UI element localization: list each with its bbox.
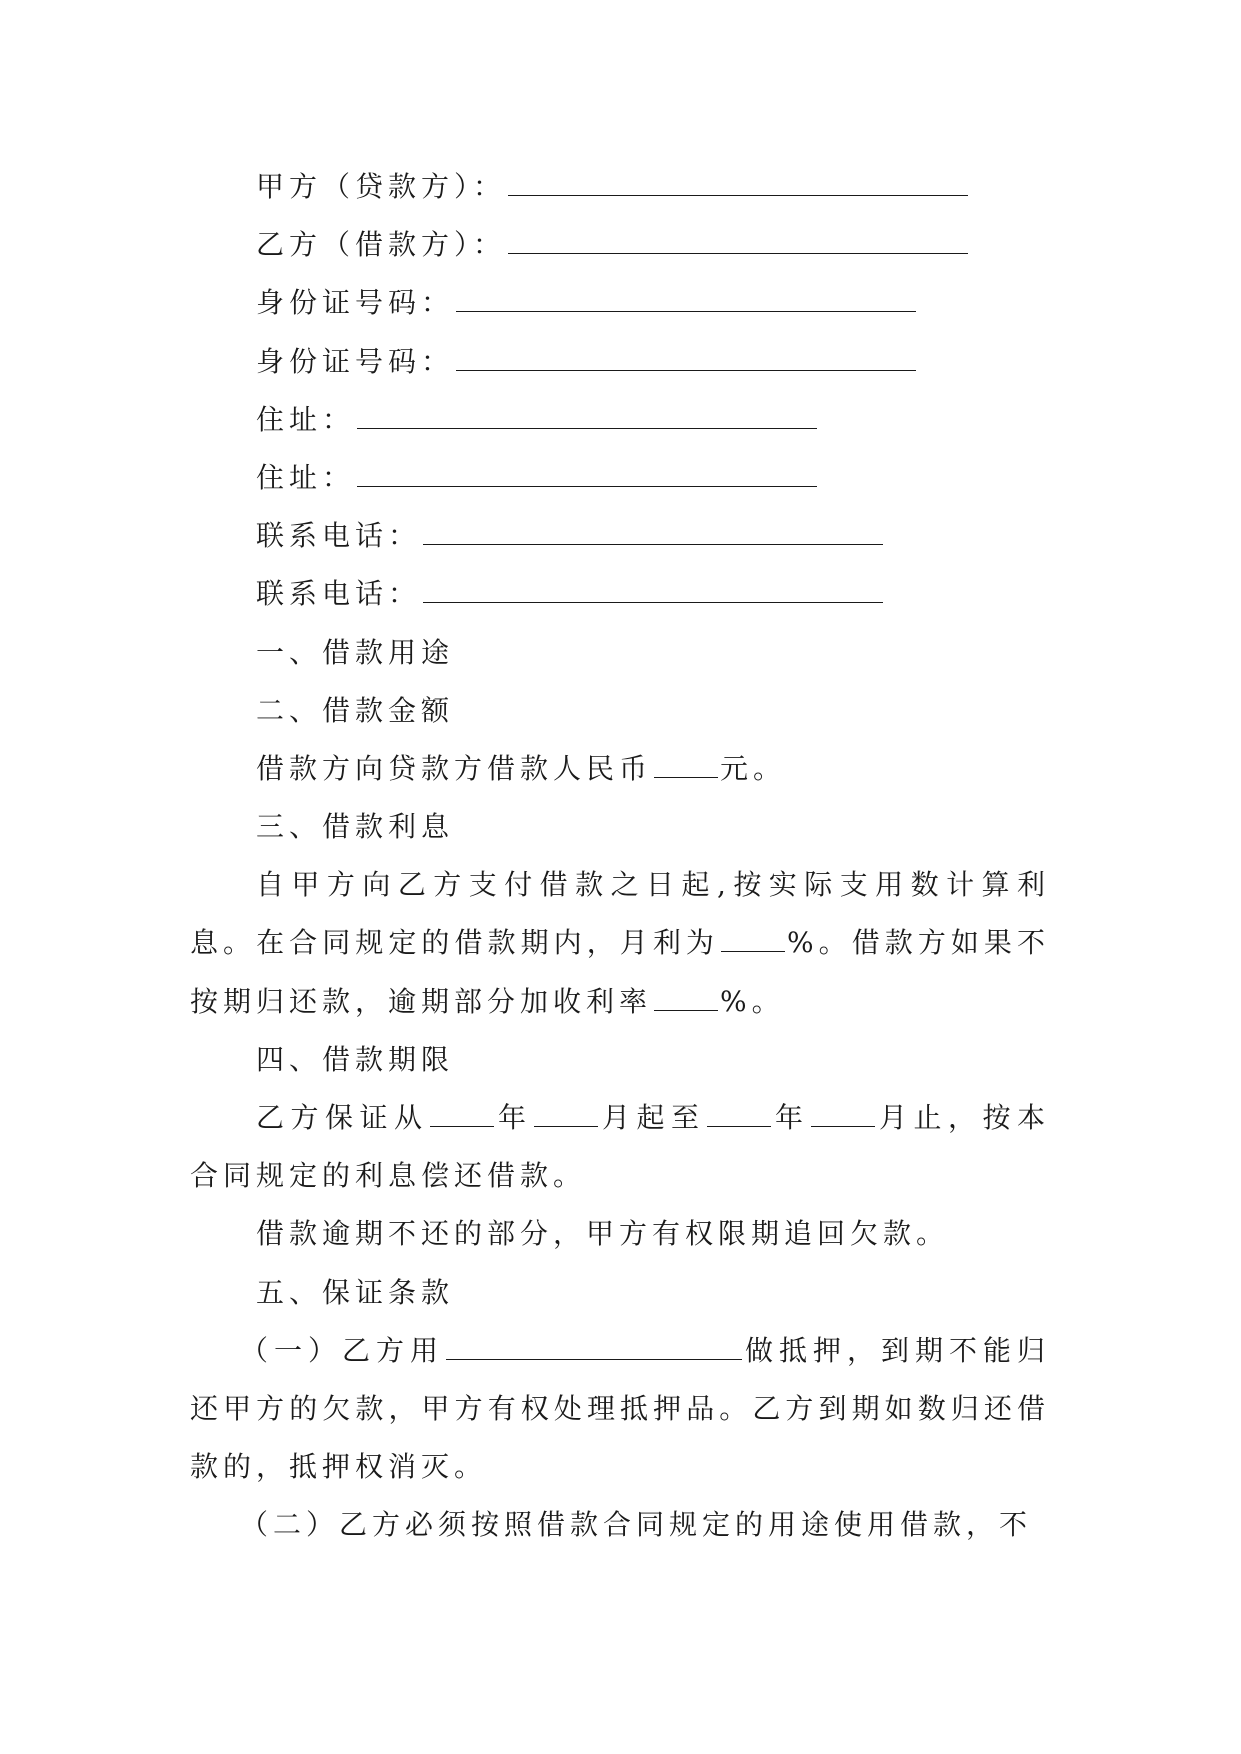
lender-phone-label: 联系电话：: [256, 519, 422, 553]
lender-label: 甲方（贷款方）：: [256, 170, 507, 203]
section-5-item-1: [190, 1322, 1050, 1497]
section-2-title: 二、借款金额: [256, 693, 455, 727]
section-5-item-2: （二）乙方必须按照借款合同规定的用途使用借款，不: [240, 1508, 1033, 1542]
section-4-text: [190, 1089, 1050, 1205]
lender-address-blank[interactable]: [357, 404, 817, 429]
loan-amount-blank[interactable]: [654, 753, 718, 778]
borrower-field: [190, 216, 1050, 274]
section-5-title: 五、保证条款: [256, 1275, 455, 1309]
borrower-label: 乙方（借款方）：: [256, 228, 507, 262]
section-3-text: [190, 856, 1050, 1031]
borrower-address-blank[interactable]: [357, 462, 817, 487]
lender-blank[interactable]: [508, 171, 968, 196]
lender-field: [190, 158, 1050, 216]
section-3-title: 三、借款利息: [256, 810, 455, 844]
monthly-rate-blank[interactable]: [721, 927, 785, 952]
borrower-blank[interactable]: [508, 229, 968, 254]
lender-phone-field: [190, 507, 1050, 565]
section-5-item-1-a: （一）乙方用: [240, 1333, 444, 1367]
section-4-text-c: 月起至: [600, 1101, 706, 1135]
section-2-text: [190, 740, 1050, 798]
contract-body: [190, 158, 1050, 1555]
borrower-phone-label: 联系电话：: [256, 577, 422, 611]
borrower-address-field: [190, 449, 1050, 507]
start-year-blank[interactable]: [430, 1102, 494, 1127]
lender-address-label: 住址：: [256, 402, 356, 436]
borrower-phone-blank[interactable]: [423, 578, 883, 603]
end-year-blank[interactable]: [707, 1102, 771, 1127]
borrower-address-label: 住址：: [256, 460, 356, 494]
section-4-text-e: 月止，按本合同规定的利息偿还借款。: [190, 1101, 1050, 1193]
borrower-id-label: 身份证号码：: [256, 344, 455, 378]
section-4-overdue: 借款逾期不还的部分，甲方有权限期追回欠款。: [256, 1217, 950, 1251]
overdue-rate-blank[interactable]: [654, 986, 718, 1011]
lender-address-field: [190, 391, 1050, 449]
section-3-text-a: 自甲方向乙方支付借款之日起,按实际支用数计算利息。在合同规定的借款期内，月利为: [190, 868, 1050, 960]
lender-phone-blank[interactable]: [423, 520, 883, 545]
section-4-text-d: 年: [773, 1101, 810, 1135]
borrower-id-blank[interactable]: [456, 346, 916, 371]
section-2-text-b: 元。: [720, 751, 787, 785]
collateral-blank[interactable]: [446, 1335, 742, 1360]
start-month-blank[interactable]: [534, 1102, 598, 1127]
lender-id-label: 身份证号码：: [256, 286, 455, 320]
lender-id-field: [190, 274, 1050, 332]
section-1-title: 一、借款用途: [256, 635, 455, 669]
end-month-blank[interactable]: [811, 1102, 875, 1127]
section-3-text-b: %。借款方如果不按期归还款，逾期部分加收利率: [190, 926, 1050, 1018]
lender-id-blank[interactable]: [456, 287, 916, 312]
borrower-phone-field: [190, 565, 1050, 623]
section-5-item-1-b: 做抵押，到期不能归还甲方的欠款，甲方有权处理抵押品。乙方到期如数归还借款的，抵押权消灭。: [190, 1333, 1050, 1484]
section-4-title: 四、借款期限: [256, 1042, 455, 1076]
section-4-text-a: 乙方保证从: [256, 1101, 429, 1135]
section-2-text-a: 借款方向贷款方借款人民币: [256, 751, 653, 785]
borrower-id-field: [190, 333, 1050, 391]
section-3-text-c: %。: [720, 984, 785, 1018]
section-4-text-b: 年: [496, 1101, 533, 1135]
